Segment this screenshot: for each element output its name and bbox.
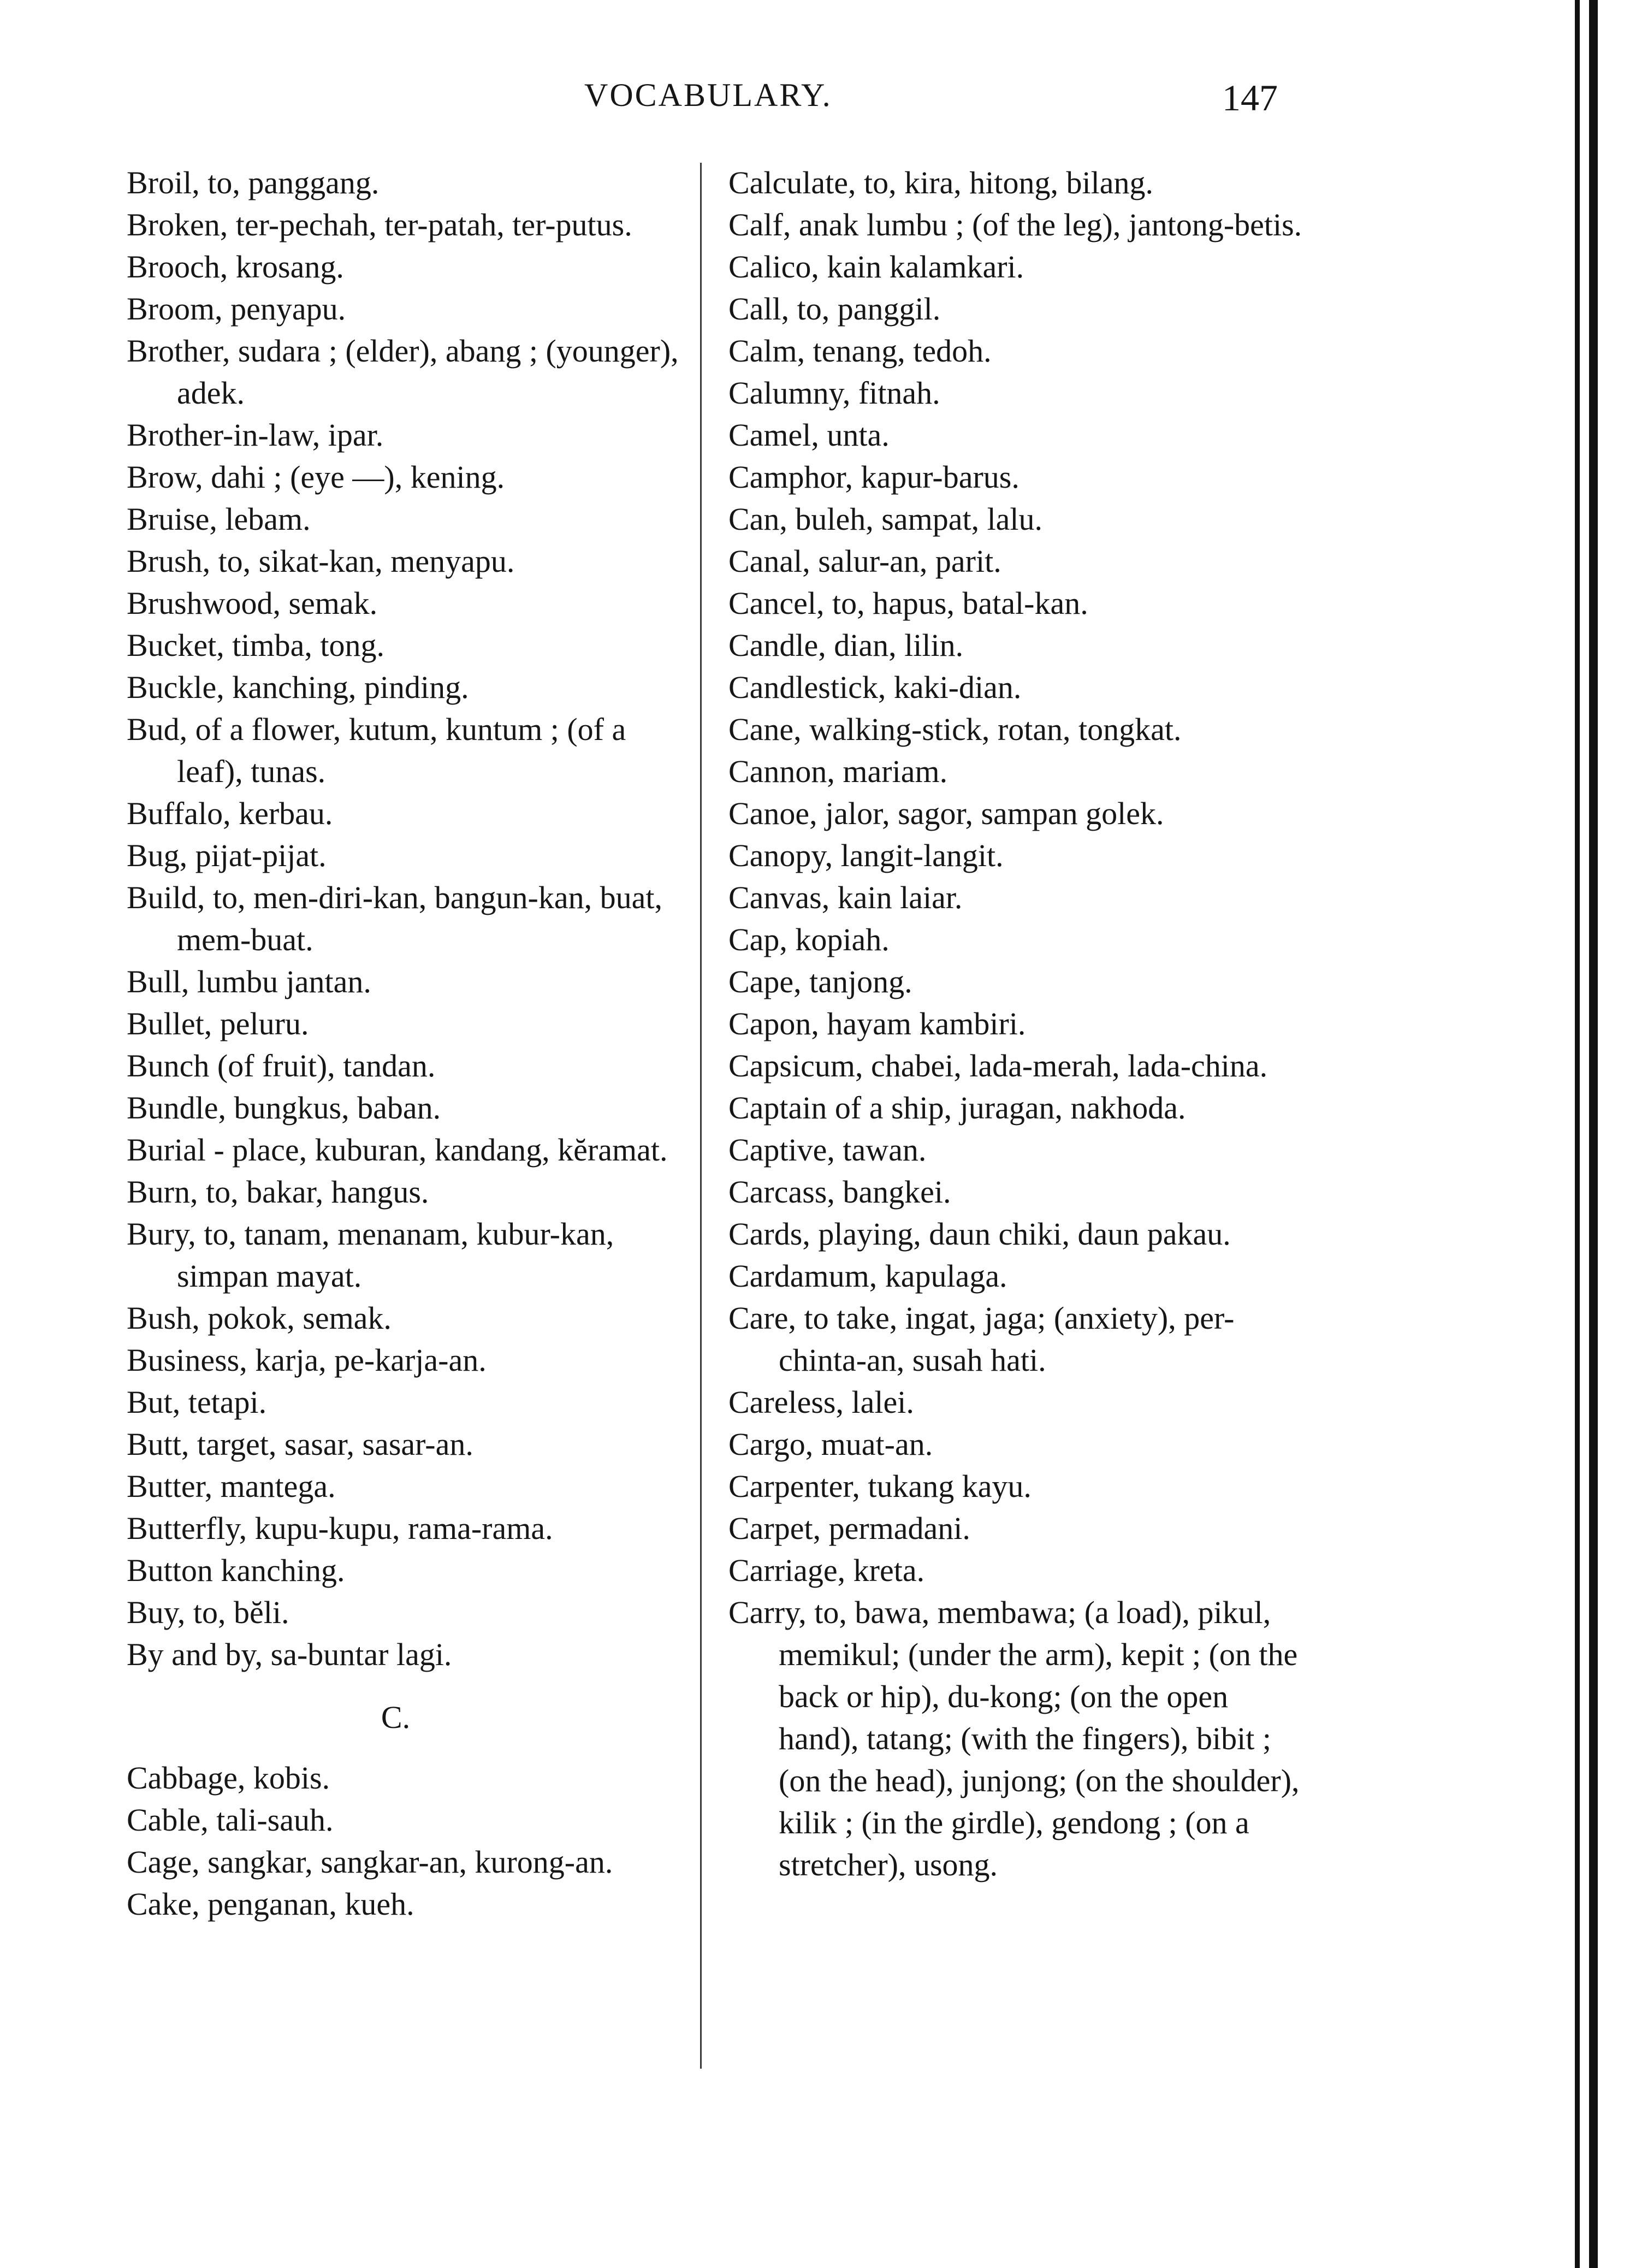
vocab-entry: Can, buleh, sampat, lalu. [728,501,1043,537]
vocab-entry: Cancel, to, hapus, batal-kan. [728,585,1088,621]
vocab-entry: Candle, dian, lilin. [728,627,964,663]
section-heading: C. [381,1699,411,1735]
vocab-entry: Buckle, kanching, pinding. [127,670,469,705]
vocab-entry: Carpet, permadani. [728,1511,970,1546]
vocab-entry: Cane, walking-stick, rotan, tongkat. [728,712,1182,747]
vocab-entry: Build, to, men-diri-kan, bangun-kan, buat, mem-buat. [127,880,662,957]
page-number: 147 [1222,77,1278,119]
vocab-entry: Captain of a ship, juragan, nakhoda. [728,1090,1186,1126]
vocab-entry: Cable, tali-sauh. [127,1802,334,1838]
running-head: VOCABULARY. [584,77,832,113]
vocab-entry: Cap, kopiah. [728,922,890,957]
vocab-entry: Carriage, kreta. [728,1553,925,1588]
vocab-entry: Bucket, timba, tong. [127,627,384,663]
vocab-entry: Cargo, muat-an. [728,1426,933,1462]
vocab-entry: Cannon, mariam. [728,754,948,789]
vocab-entry: Business, karja, pe-karja-an. [127,1342,487,1378]
vocab-entry: Cape, tanjong. [728,964,912,999]
vocab-entry: Capon, hayam kambiri. [728,1006,1026,1041]
vocab-entry: Calf, anak lumbu ; (of the leg), jantong-betis. [728,207,1302,242]
vocab-entry: Camel, unta. [728,417,890,453]
left-column [127,162,695,1925]
vocab-entry: Cage, sangkar, sangkar-an, kurong-an. [127,1844,613,1880]
right-column [728,162,1307,1886]
vocab-entry: Brooch, krosang. [127,249,344,285]
vocab-entry: Cabbage, kobis. [127,1760,330,1796]
vocab-entry: Carry, to, bawa, membawa; (a load), pikul, memikul; (under the arm), kepit ; (on the back or hip), du-kong; (on the open hand), tatang; (with the fingers), bibit ; (on the head), junjong; (on the shoulder), kilik ; (in the girdle), gendong ; (on a stretcher), usong. [728,1595,1300,1882]
vocab-entry: Candlestick, kaki-dian. [728,670,1022,705]
vocab-entry: Cardamum, kapulaga. [728,1258,1007,1294]
vocab-entry: Cake, penganan, kueh. [127,1886,414,1922]
vocab-entry: Calculate, to, kira, hitong, bilang. [728,165,1153,200]
vocab-entry: Bud, of a flower, kutum, kuntum ; (of a leaf), tunas. [127,712,626,789]
vocab-entry: Bullet, peluru. [127,1006,309,1041]
vocab-entry: Careless, lalei. [728,1384,914,1420]
vocab-entry: Calumny, fitnah. [728,375,940,411]
vocab-entry: Broken, ter-pechah, ter-patah, ter-putus. [127,207,632,242]
vocab-entry: Brushwood, semak. [127,585,378,621]
edge-rule [1575,0,1580,2268]
vocab-entry: Calm, tenang, tedoh. [728,333,992,369]
vocab-entry: Broom, penyapu. [127,291,346,327]
vocab-entry: Butt, target, sasar, sasar-an. [127,1426,473,1462]
vocab-entry: Camphor, kapur-barus. [728,459,1019,495]
vocab-entry: Burn, to, bakar, hangus. [127,1174,429,1210]
vocab-entry: Canoe, jalor, sagor, sampan golek. [728,796,1164,831]
vocab-entry: Captive, tawan. [728,1132,927,1168]
vocab-entry: Capsicum, chabei, lada-merah, lada-china. [728,1048,1268,1083]
vocab-entry: By and by, sa-buntar lagi. [127,1637,452,1672]
vocab-entry: Bundle, bungkus, baban. [127,1090,441,1126]
vocab-entry: Bruise, lebam. [127,501,311,537]
vocab-entry: Button kanching. [127,1553,345,1588]
vocab-entry: Broil, to, panggang. [127,165,380,200]
vocab-entry: Bury, to, tanam, menanam, kubur-kan, simpan mayat. [127,1216,614,1294]
vocab-entry: Burial - place, kuburan, kandang, kĕramat. [127,1132,668,1168]
vocab-entry: Butter, mantega. [127,1468,336,1504]
vocab-entry: Carcass, bangkei. [728,1174,951,1210]
vocab-entry: But, tetapi. [127,1384,267,1420]
vocab-entry: Canopy, langit-langit. [728,838,1004,873]
vocab-entry: Brother-in-law, ipar. [127,417,384,453]
vocab-entry: Cards, playing, daun chiki, daun pakau. [728,1216,1231,1252]
vocab-entry: Canal, salur-an, parit. [728,543,1001,579]
vocab-entry: Bush, pokok, semak. [127,1300,392,1336]
vocab-entry: Call, to, panggil. [728,291,941,327]
vocab-entry: Brush, to, sikat-kan, menyapu. [127,543,515,579]
vocab-entry: Buy, to, bĕli. [127,1595,289,1630]
column-divider [700,163,702,2069]
vocab-entry: Butterfly, kupu-kupu, rama-rama. [127,1511,553,1546]
vocab-entry: Brother, sudara ; (elder), abang ; (younger), adek. [127,333,679,411]
vocab-entry: Care, to take, ingat, jaga; (anxiety), per-chinta-an, susah hati. [728,1300,1235,1378]
edge-rule [1589,0,1598,2268]
vocab-entry: Brow, dahi ; (eye —), kening. [127,459,505,495]
vocab-entry: Bull, lumbu jantan. [127,964,371,999]
vocab-entry: Buffalo, kerbau. [127,796,333,831]
vocab-entry: Bug, pijat-pijat. [127,838,327,873]
vocab-entry: Bunch (of fruit), tandan. [127,1048,436,1083]
vocab-entry: Canvas, kain laiar. [728,880,963,915]
vocab-entry: Carpenter, tukang kayu. [728,1468,1032,1504]
vocab-entry: Calico, kain kalamkari. [728,249,1024,285]
